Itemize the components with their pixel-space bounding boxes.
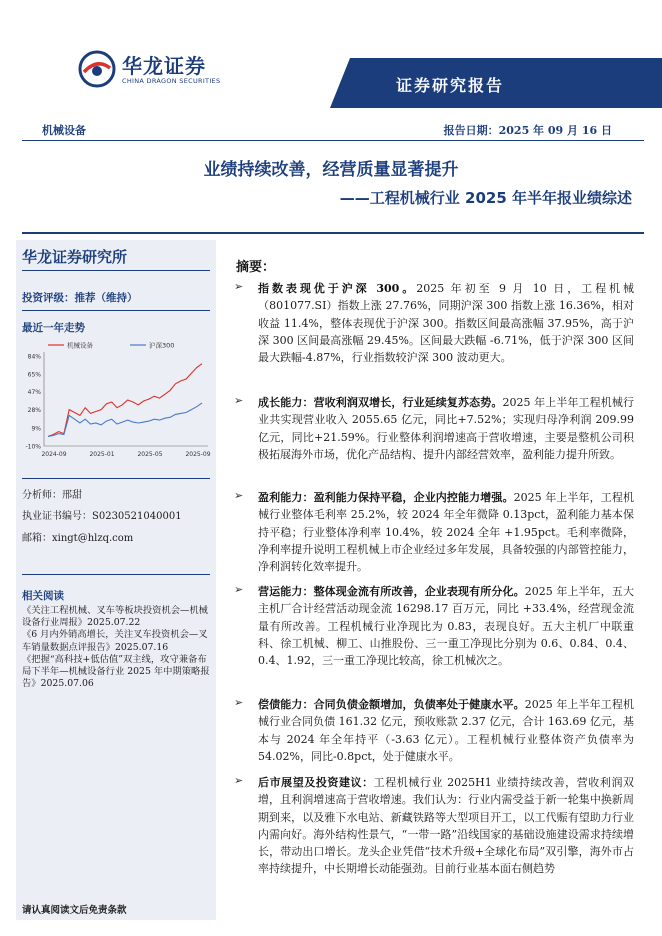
bullet-body: 2025 年上半年工程机械行业合同负债 161.32 亿元，预收账款 2.37 亿元，合计 163.69 亿元，基本与 2024 年全年持平（-3.63 亿元）。工程机械行业整体资产负债率为 54.02%，同比-0.8pct，处于健康水平。 <box>258 698 634 763</box>
analyst-name: 分析师：邢甜 <box>22 490 82 501</box>
institute-name: 华龙证券研究所 <box>22 248 128 266</box>
arrow-bullet-icon: ➢ <box>234 774 244 787</box>
company-logo <box>78 48 228 92</box>
x-tick-label: 2025-09 <box>185 451 211 458</box>
arrow-bullet-icon: ➢ <box>234 280 244 293</box>
dragon-logo-icon <box>78 50 116 88</box>
y-tick-label: 65% <box>27 371 41 379</box>
y-tick-label: 28% <box>27 407 41 415</box>
trend-chart <box>18 336 214 464</box>
bullet-heading: 后市展望及投资建议： <box>258 776 374 789</box>
bullet-heading: 指数表现优于沪深 300。 <box>258 282 417 295</box>
related-reading-item[interactable]: 《关注工程机械、叉车等板块投资机会—机械设备行业周报》2025.07.22 <box>22 605 208 629</box>
x-tick-label: 2025-01 <box>89 451 115 458</box>
related-reading-title: 相关阅读 <box>22 590 64 602</box>
arrow-bullet-icon: ➢ <box>234 394 244 407</box>
header-divider <box>22 140 644 141</box>
trend-chart-title: 最近一年走势 <box>22 322 85 334</box>
x-tick-label: 2025-05 <box>137 451 163 458</box>
disclaimer-note: 请认真阅读文后免责条款 <box>22 905 127 916</box>
series-line-csi300 <box>48 403 202 437</box>
arrow-bullet-icon: ➢ <box>234 696 244 709</box>
arrow-bullet-icon: ➢ <box>234 489 244 502</box>
y-tick-label: 9% <box>31 425 41 433</box>
sidebar-divider <box>22 310 210 311</box>
sidebar-divider <box>22 574 210 575</box>
y-tick-label: -10% <box>25 443 41 451</box>
related-reading-item[interactable]: 《把握“高科技+低估值”双主线，攻守兼备布局下半年—机械设备行业 2025 年中期策略报告》2025.07.06 <box>22 653 210 690</box>
bullet-text <box>258 774 634 878</box>
report-subtitle: ——工程机械行业 2025 年半年报业绩综述 <box>339 189 632 207</box>
bullet-text <box>258 489 634 575</box>
title-divider <box>22 232 644 234</box>
y-tick-label: 84% <box>27 353 41 361</box>
y-tick-label: 47% <box>27 388 41 396</box>
sidebar-divider <box>22 478 210 479</box>
arrow-bullet-icon: ➢ <box>234 583 244 596</box>
report-type-label: 证券研究报告 <box>396 76 505 95</box>
bullet-body: 2025 年上半年，工程机械行业整体毛利率 25.2%，较 2024 年全年微降 0.13pct，盈利能力基本保持平稳；行业整体净利率 10.4%，较 2024 全年 +1.95pct。毛利率微降，净利率提升说明工程机械上市企业经过多年发展，具备较强的内部管控能力，净利润转化效率提升。 <box>258 491 635 574</box>
legend-label: 沪深300 <box>149 341 175 350</box>
report-title: 业绩持续改善，经营质量显著提升 <box>203 160 459 180</box>
series-line-machinery <box>48 364 202 437</box>
related-reading-item[interactable]: 《6 月内外销高增长，关注叉车投资机会—叉车销量数据点评报告》2025.07.16 <box>22 629 208 653</box>
bullet-body: 工程机械行业 2025H1 业绩持续改善，营收利润双增，且利润增速高于营收增速。我们认为：行业内需受益于新一轮集中换新周期到来，以及雅下水电站、新藏铁路等大型项目开工，以工代赈有望助力行业内需向好。海外结构性景气，“一带一路”沿线国家的基础设施建设需求持续增长，带动出口增长。龙头企业凭借“技术升级+全球化布局”双引擎，海外市占率持续提升，中长期增长动能强劲。目前行业基本面右侧趋势 <box>258 776 635 876</box>
bullet-heading: 偿债能力：合同负债金额增加，负债率处于健康水平。 <box>258 698 525 711</box>
related-reading-list <box>22 605 214 690</box>
summary-heading: 摘要： <box>236 260 276 275</box>
sidebar-divider <box>22 270 210 271</box>
bullet-body: 2025 年上半年，五大主机厂合计经营活动现金流 16298.17 百万元，同比 +33.4%，经营现金流量有所改善。工程机械行业净现比为 0.83，表现良好。五大主机厂中联重科、徐工机械、柳工、山推股份、三一重工净现比分别为 0.6、0.84、0.4、0.4、1.92，三一重工净现比较高，徐工机械次之。 <box>258 585 634 668</box>
investment-rating: 投资评级：推荐（维持） <box>22 292 138 304</box>
bullet-heading: 盈利能力：盈利能力保持平稳，企业内控能力增强。 <box>258 491 514 504</box>
bullet-heading: 成长能力：营收利润双增长，行业延续复苏态势。 <box>258 396 503 409</box>
bullet-heading: 营运能力：整体现金流有所改善，企业表现有所分化。 <box>258 585 525 598</box>
industry-label: 机械设备 <box>42 124 86 137</box>
x-tick-label: 2024-09 <box>41 451 67 458</box>
bullet-body: 2025 年初至 9 月 10 日，工程机械（801077.SI）指数上涨 27.76%，同期沪深 300 指数上涨 16.36%，相对收益 11.4%，整体表现优于沪深 300。指数区间最高涨幅 37.95%，高于沪深 300 区间最高涨幅 29.45%。区间最大跌幅 -6.71%，低于沪深 300 区间最大跌幅-4.87%，行业指数较沪深 300 波动更大。 <box>258 282 634 365</box>
bullet-body: 2025 年上半年工程机械行业共实现营业收入 2055.65 亿元，同比+7.52%；实现归母净利润 209.99 亿元，同比+21.59%。行业整体利润增速高于营收增速，主要是整机公司积极拓展海外市场，优化产品结构、提升内部经营效率，盈利能力提升所致。 <box>258 396 634 461</box>
analyst-license: 执业证书编号：S0230521040001 <box>22 511 182 522</box>
report-date: 报告日期：2025 年 09 月 16 日 <box>443 124 612 137</box>
legend-label: 机械设备 <box>67 341 93 350</box>
bullet-text <box>258 394 634 463</box>
logo-name-cn: 华龙证券 <box>122 54 206 78</box>
bullet-text <box>258 280 634 366</box>
analyst-email[interactable]: 邮箱：xingt@hlzq.com <box>22 533 134 544</box>
logo-name-en: CHINA DRAGON SECURITIES <box>122 77 221 85</box>
bullet-text <box>258 583 634 669</box>
bullet-text <box>258 696 634 765</box>
